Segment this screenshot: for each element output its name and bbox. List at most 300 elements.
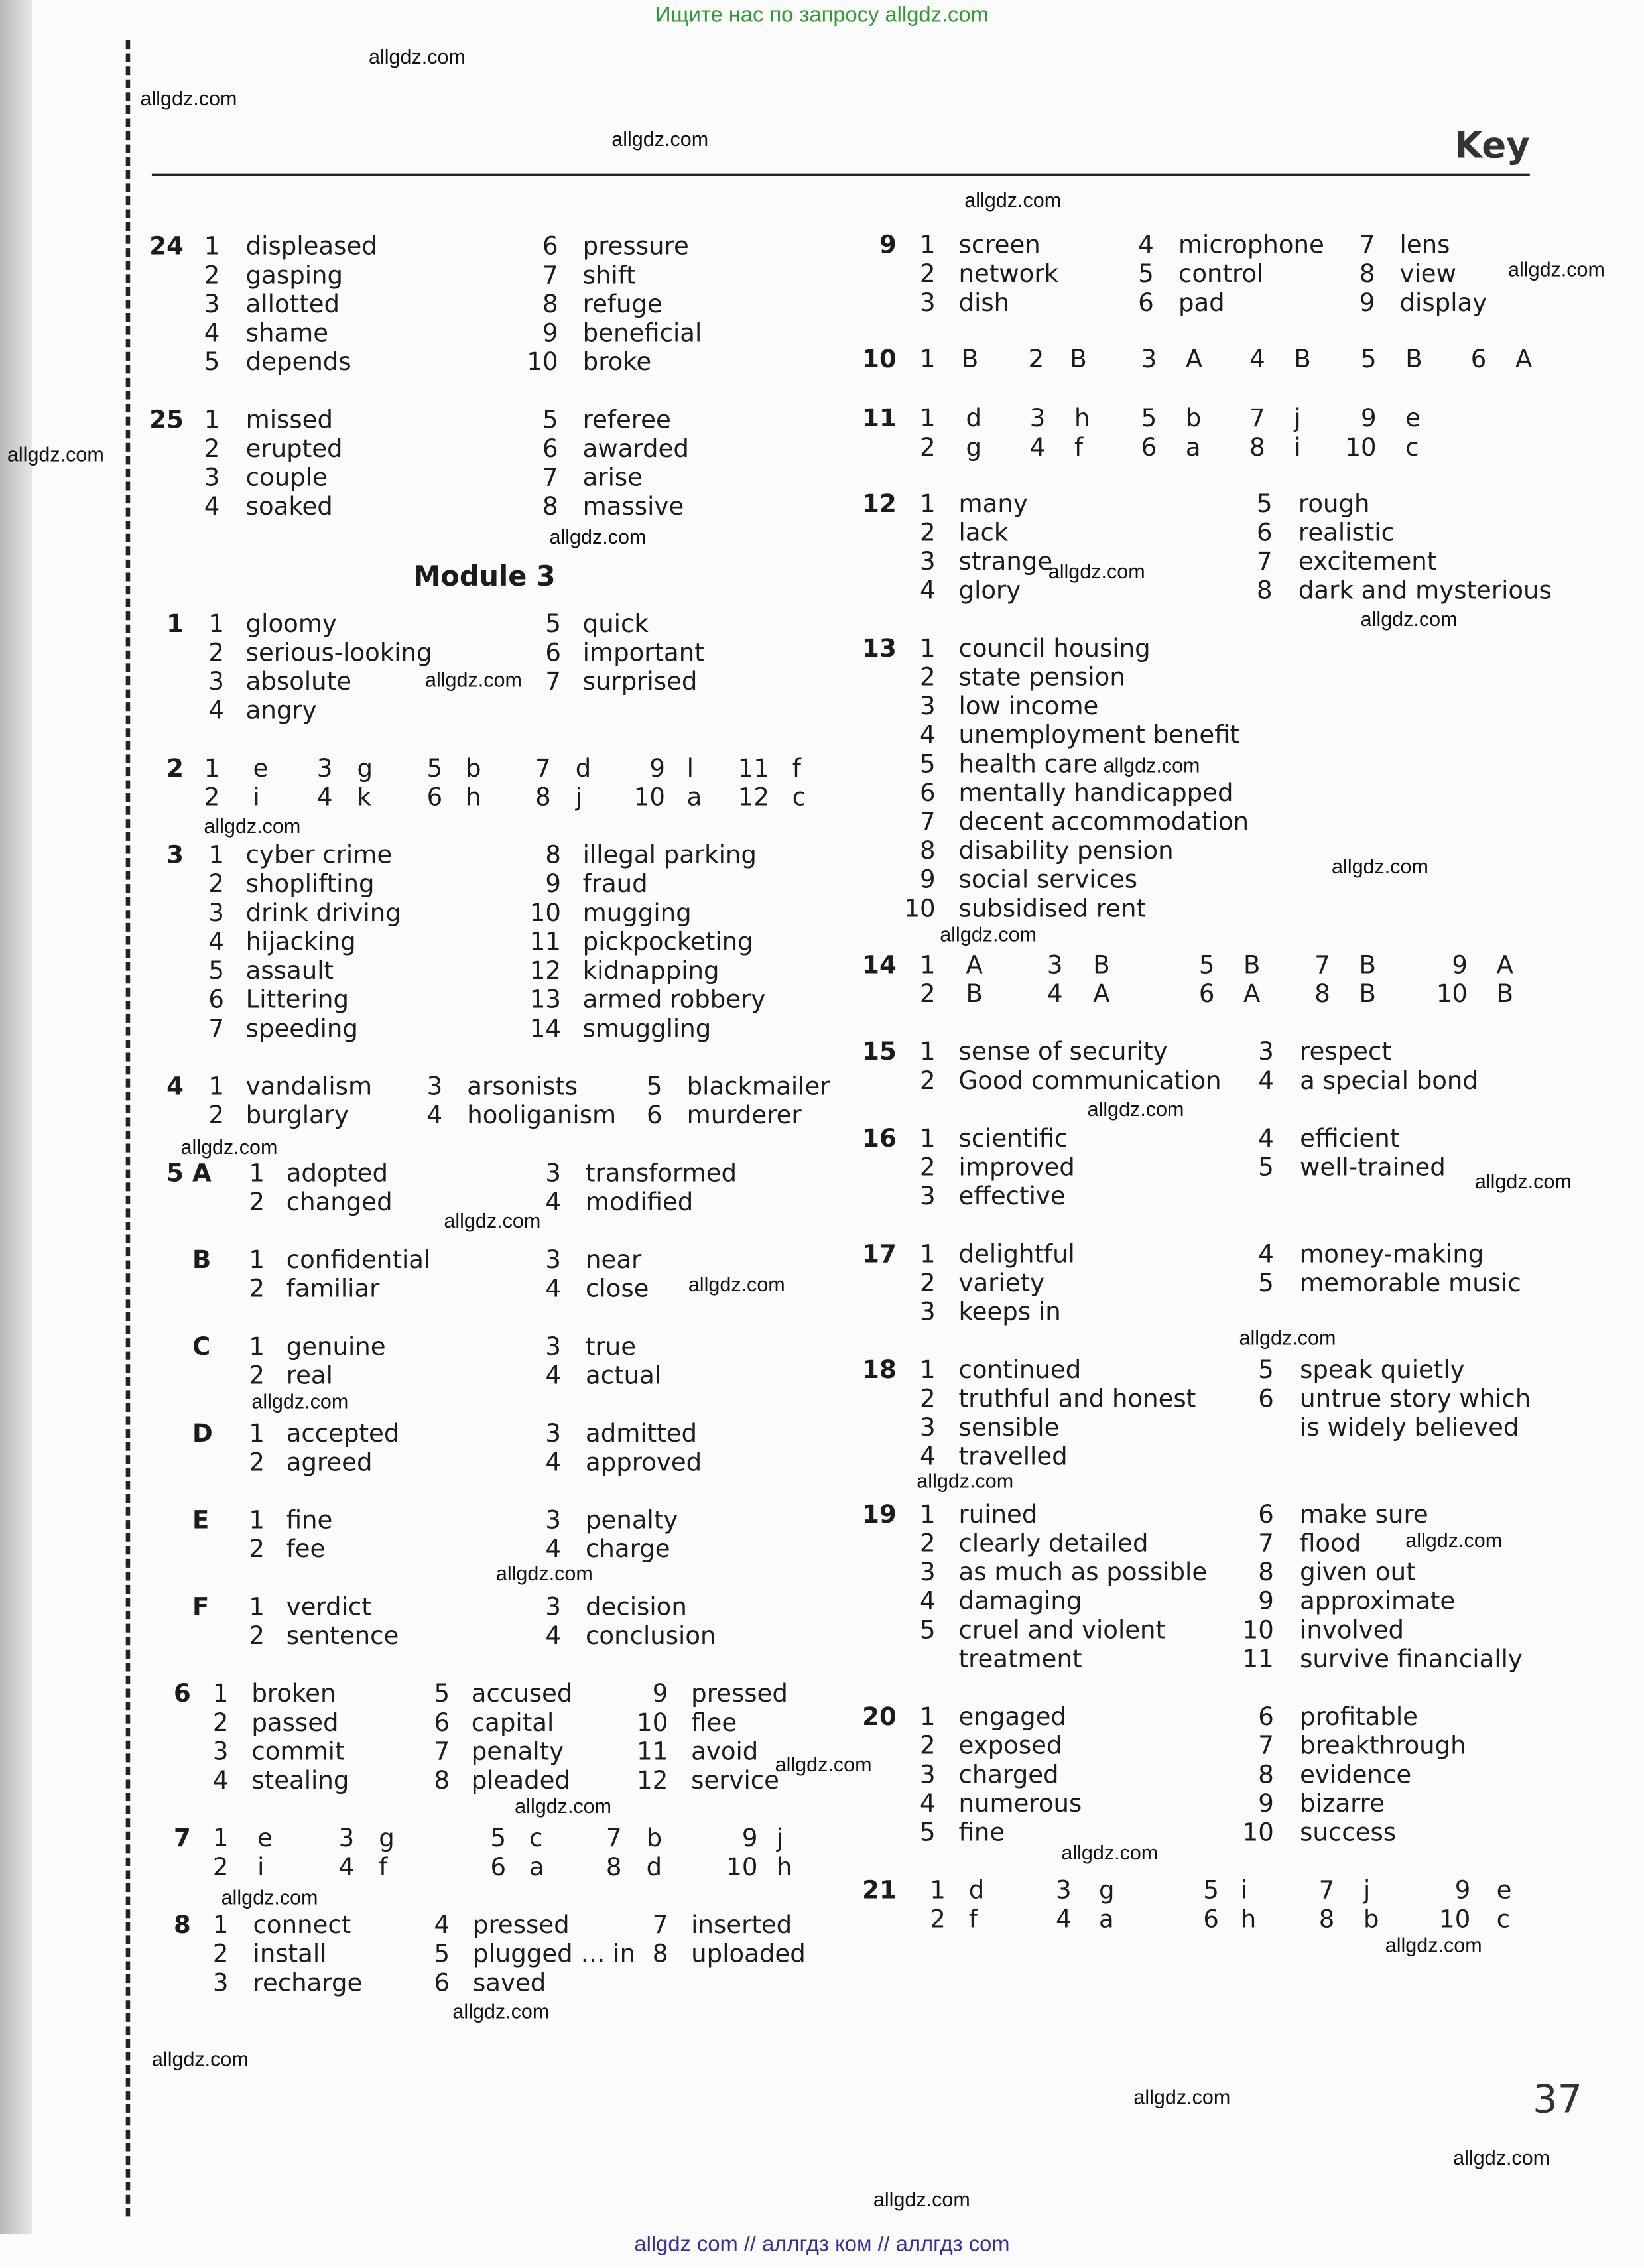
answer-item-number: 2: [249, 1535, 265, 1565]
watermark-text: allgdz.com: [180, 1135, 278, 1159]
answer-item-text: accused: [471, 1680, 573, 1710]
answer-item-number: 2: [920, 1153, 936, 1183]
exercise-number: 6: [173, 1680, 191, 1710]
answer-item-number: 3: [1055, 1877, 1072, 1906]
answer-item-number: 6: [1138, 289, 1154, 318]
answer-item-text: profitable: [1300, 1703, 1418, 1732]
footer-banner[interactable]: allgdz com // аллгдз ком // аллгдз com: [634, 2232, 1010, 2257]
exercise-number: 8: [173, 1911, 191, 1940]
answer-item-number: 3: [338, 1824, 355, 1854]
answer-item-number: 2: [249, 1448, 265, 1478]
answer-item-text: kidnapping: [582, 957, 720, 986]
answer-item-text: c: [1405, 434, 1419, 463]
answer-item-number: 2: [920, 1529, 936, 1559]
answer-item-number: 8: [1314, 980, 1330, 1009]
answer-item-text: lack: [958, 519, 1009, 548]
answer-item-text: drink driving: [245, 899, 401, 928]
answer-item-text: h: [776, 1854, 792, 1883]
answer-item-text: flee: [691, 1709, 737, 1738]
answer-item-number: 2: [208, 870, 224, 900]
answer-item-text: pickpocketing: [582, 928, 753, 958]
answer-item-text: e: [1496, 1877, 1512, 1906]
answer-item-text: transformed: [586, 1159, 737, 1189]
answer-item-number: 4: [316, 783, 333, 813]
answer-item-text: subsidised rent: [958, 895, 1146, 924]
answer-item-text: penalty: [586, 1506, 678, 1536]
answer-item-number: 5: [434, 1940, 450, 1970]
answer-item-text: broke: [582, 348, 652, 378]
answer-item-number: 5: [426, 755, 443, 784]
answer-item-number: 10: [1242, 1616, 1274, 1646]
answer-item-number: 1: [920, 231, 936, 261]
answer-item-text: g: [966, 434, 981, 463]
answer-item-text: verdict: [286, 1593, 371, 1623]
answer-item-text: network: [958, 260, 1059, 290]
exercise-number: 16: [862, 1125, 897, 1154]
answer-item-number: 9: [652, 1680, 668, 1710]
answer-item-number: 6: [426, 783, 443, 813]
answer-item-number: 6: [920, 779, 936, 808]
answer-item-text: referee: [582, 406, 671, 436]
answer-item-number: 9: [1454, 1877, 1471, 1906]
answer-item-number: 7: [920, 808, 936, 838]
watermark-text: allgdz.com: [1103, 753, 1200, 777]
page-number: 37: [1533, 2078, 1583, 2123]
answer-item-text: mugging: [582, 899, 692, 928]
answer-item-text: shoplifting: [245, 870, 375, 900]
answer-item-text: refuge: [582, 290, 663, 320]
answer-item-number: 2: [204, 435, 220, 464]
answer-item-text: rough: [1298, 490, 1370, 519]
watermark-text: allgdz.com: [221, 1885, 318, 1909]
answer-item-number: 6: [1258, 1501, 1274, 1530]
answer-item-text: approximate: [1300, 1587, 1456, 1617]
answer-item-number: 5: [542, 406, 558, 436]
answer-item-number: 3: [920, 1558, 936, 1588]
watermark-text: allgdz.com: [549, 525, 647, 548]
answer-item-number: 6: [1258, 1703, 1274, 1732]
answer-item-number: 8: [1258, 1558, 1274, 1588]
answer-item-number: 9: [545, 870, 561, 900]
answer-item-text: sense of security: [958, 1038, 1168, 1068]
answer-item-number: 7: [605, 1824, 622, 1854]
answer-item-number: 4: [434, 1911, 450, 1940]
answer-item-text: a: [1185, 434, 1201, 463]
answer-item-number: 2: [208, 639, 224, 668]
watermark-text: allgdz.com: [151, 2047, 249, 2071]
answer-item-number: 2: [920, 434, 936, 463]
answer-item-number: 10: [529, 899, 561, 928]
answer-item-number: 2: [920, 1067, 936, 1096]
answer-item-text: b: [646, 1824, 663, 1854]
answer-item-number: 3: [920, 548, 936, 577]
watermark-text: allgdz.com: [1239, 1326, 1336, 1350]
answer-item-text: h: [1240, 1905, 1257, 1935]
answer-item-text: evidence: [1300, 1761, 1412, 1791]
watermark-text: allgdz.com: [688, 1272, 785, 1296]
answer-item-text: changed: [286, 1188, 393, 1218]
watermark-text: allgdz.com: [251, 1389, 349, 1413]
answer-item-number: 5: [208, 957, 224, 986]
answer-item-text: surprised: [582, 668, 698, 697]
answer-item-number: 2: [920, 519, 936, 548]
answer-item-text: state pension: [958, 663, 1125, 693]
answer-item-text: continued: [958, 1356, 1082, 1385]
answer-item-text: hijacking: [245, 928, 356, 958]
answer-item-text: b: [1185, 405, 1202, 434]
answer-item-number: 9: [649, 755, 665, 784]
answer-item-number: 7: [542, 464, 558, 493]
watermark-text: allgdz.com: [140, 86, 237, 110]
answer-item-text: variety: [958, 1269, 1045, 1298]
answer-item-number: 7: [542, 261, 558, 291]
answer-item-text: absolute: [245, 668, 352, 697]
answer-item-text: saved: [472, 1969, 546, 1999]
answer-item-text: arsonists: [467, 1072, 578, 1102]
answer-item-number: 5: [1198, 951, 1215, 981]
answer-item-number: 3: [545, 1159, 561, 1189]
answer-item-text: admitted: [586, 1420, 698, 1449]
answer-item-text: low income: [958, 692, 1099, 722]
answer-item-text: well-trained: [1300, 1153, 1446, 1183]
answer-item-text: depends: [245, 348, 351, 378]
answer-item-text: j: [776, 1824, 784, 1854]
answer-item-number: 4: [545, 1361, 561, 1391]
answer-item-text: shame: [245, 319, 329, 349]
answer-item-text: massive: [582, 493, 684, 523]
answer-item-text: couple: [245, 464, 328, 493]
answer-item-text: strange: [958, 548, 1053, 577]
answer-item-number: 3: [545, 1593, 561, 1623]
answer-item-text: murderer: [686, 1102, 802, 1131]
answer-item-text: Good communication: [958, 1067, 1222, 1096]
answer-item-text: armed robbery: [582, 985, 766, 1015]
answer-item-number: 5: [646, 1072, 663, 1102]
exercise-number: 24: [149, 233, 184, 262]
answer-item-number: 4: [1249, 346, 1265, 375]
answer-item-text: a: [686, 783, 702, 813]
answer-item-number: 10: [726, 1854, 758, 1883]
answer-item-number: 2: [249, 1361, 265, 1391]
answer-item-number: 6: [434, 1969, 450, 1999]
answer-item-number: 5: [545, 610, 561, 639]
exercise-number: 12: [862, 490, 897, 519]
answer-item-text: success: [1300, 1818, 1397, 1848]
answer-item-text: e: [1405, 405, 1421, 434]
answer-item-text: adopted: [286, 1159, 389, 1189]
answer-item-number: 8: [1249, 434, 1265, 463]
answer-item-number: 3: [204, 290, 220, 320]
answer-item-number: 2: [204, 783, 220, 813]
answer-item-text: allotted: [245, 290, 340, 320]
answer-item-number: 2: [249, 1275, 265, 1304]
exercise-number: 9: [879, 231, 897, 261]
answer-item-text: A: [1515, 346, 1533, 375]
answer-item-number: 4: [208, 928, 224, 958]
answer-item-text: untrue story which is widely believed: [1300, 1385, 1531, 1443]
answer-item-number: 1: [204, 233, 220, 262]
answer-item-number: 11: [737, 755, 769, 784]
exercise-number: 25: [149, 406, 184, 436]
answer-item-text: genuine: [286, 1333, 386, 1362]
exercise-part-letter: E: [192, 1506, 210, 1536]
answer-item-text: realistic: [1298, 519, 1395, 548]
answer-item-text: pleaded: [471, 1767, 570, 1796]
answer-item-text: B: [961, 346, 979, 375]
answer-item-number: 14: [529, 1015, 561, 1044]
answer-item-number: 11: [637, 1737, 668, 1767]
answer-item-number: 1: [920, 635, 936, 664]
header-banner[interactable]: Ищите нас по запросу allgdz.com: [655, 3, 989, 28]
answer-item-number: 8: [535, 783, 551, 813]
answer-item-number: 8: [545, 841, 561, 871]
exercise-number: 15: [862, 1038, 897, 1068]
answer-item-text: memorable music: [1300, 1269, 1521, 1298]
answer-item-text: mentally handicapped: [958, 779, 1233, 808]
answer-item-text: view: [1399, 260, 1456, 290]
answer-item-number: 6: [1203, 1905, 1219, 1935]
answer-item-text: e: [257, 1824, 273, 1854]
answer-item-text: excitement: [1298, 548, 1437, 577]
answer-item-number: 1: [249, 1246, 265, 1276]
answer-item-number: 4: [545, 1448, 561, 1478]
answer-item-number: 5: [434, 1680, 450, 1710]
watermark-text: allgdz.com: [1048, 559, 1145, 583]
answer-item-text: sensible: [958, 1414, 1060, 1443]
answer-item-text: i: [257, 1854, 265, 1883]
answer-item-text: d: [646, 1854, 663, 1883]
answer-item-text: survive financially: [1300, 1645, 1523, 1674]
answer-item-text: gloomy: [245, 610, 337, 639]
answer-item-number: 8: [1258, 1761, 1274, 1791]
answer-item-text: uploaded: [691, 1940, 806, 1970]
answer-item-number: 2: [920, 1269, 936, 1298]
answer-item-text: quick: [582, 610, 649, 639]
answer-item-text: respect: [1300, 1038, 1391, 1068]
answer-item-number: 2: [212, 1854, 229, 1883]
answer-item-number: 3: [920, 1414, 936, 1443]
answer-item-text: d: [575, 755, 592, 784]
answer-item-number: 2: [920, 260, 936, 290]
answer-item-number: 3: [545, 1420, 561, 1449]
answer-item-number: 2: [930, 1905, 946, 1935]
answer-item-text: inserted: [691, 1911, 792, 1940]
answer-item-text: familiar: [286, 1275, 380, 1304]
answer-item-text: A: [1185, 346, 1203, 375]
answer-item-number: 6: [646, 1102, 663, 1131]
answer-item-number: 6: [542, 435, 558, 464]
answer-item-text: g: [357, 755, 373, 784]
answer-item-text: health care: [958, 750, 1098, 780]
answer-item-number: 7: [535, 755, 551, 784]
answer-item-number: 5: [920, 1818, 936, 1848]
answer-item-number: 3: [212, 1969, 229, 1999]
answer-item-number: 3: [208, 668, 224, 697]
answer-item-text: bizarre: [1300, 1790, 1385, 1819]
answer-item-number: 1: [249, 1593, 265, 1623]
answer-item-number: 5: [1257, 490, 1273, 519]
answer-item-text: unemployment benefit: [958, 721, 1240, 751]
answer-item-number: 9: [920, 865, 936, 895]
answer-item-text: A: [1093, 980, 1110, 1009]
answer-item-number: 6: [542, 233, 558, 262]
answer-item-text: A: [1496, 951, 1513, 981]
answer-item-text: engaged: [958, 1703, 1066, 1732]
answer-item-text: gasping: [245, 261, 344, 291]
answer-item-text: make sure: [1300, 1501, 1428, 1530]
watermark-text: allgdz.com: [1405, 1528, 1503, 1552]
answer-item-text: speeding: [245, 1015, 358, 1044]
answer-item-text: beneficial: [582, 319, 702, 349]
module-heading: Module 3: [413, 560, 556, 593]
answer-item-number: 12: [529, 957, 561, 986]
answer-item-number: 7: [1258, 1529, 1274, 1559]
answer-item-number: 9: [1258, 1790, 1274, 1819]
answer-item-number: 1: [212, 1680, 229, 1710]
exercise-part-letter: F: [192, 1593, 210, 1623]
answer-item-text: social services: [958, 865, 1138, 895]
answer-item-number: 10: [1436, 980, 1468, 1009]
watermark-text: allgdz.com: [1061, 1840, 1159, 1864]
answer-item-text: B: [1294, 346, 1311, 375]
answer-item-number: 8: [542, 493, 558, 523]
exercise-number: 10: [862, 346, 897, 375]
answer-item-number: 5: [1258, 1153, 1274, 1183]
answer-item-text: speak quietly: [1300, 1356, 1465, 1385]
answer-item-text: money-making: [1300, 1240, 1484, 1270]
answer-item-number: 9: [542, 319, 558, 349]
answer-item-number: 1: [920, 1703, 936, 1732]
answer-item-number: 10: [1439, 1905, 1471, 1935]
answer-item-text: glory: [958, 576, 1021, 606]
answer-item-text: g: [1099, 1877, 1115, 1906]
watermark-text: allgdz.com: [1508, 257, 1605, 281]
answer-item-number: 4: [920, 576, 936, 606]
answer-item-number: 5: [920, 1616, 936, 1646]
answer-item-number: 6: [1198, 980, 1215, 1009]
answer-item-number: 3: [545, 1506, 561, 1536]
answer-item-text: f: [1074, 434, 1084, 463]
answer-item-text: connect: [253, 1911, 351, 1940]
answer-item-number: 8: [1257, 576, 1273, 606]
answer-item-number: 8: [1318, 1905, 1335, 1935]
answer-item-number: 4: [1258, 1067, 1274, 1096]
answer-item-number: 1: [204, 755, 220, 784]
answer-item-text: modified: [586, 1188, 694, 1218]
watermark-text: allgdz.com: [515, 1794, 612, 1818]
answer-item-number: 4: [920, 1790, 936, 1819]
answer-item-number: 6: [490, 1854, 507, 1883]
answer-item-number: 2: [920, 663, 936, 693]
answer-item-text: i: [253, 783, 260, 813]
answer-item-number: 4: [920, 1587, 936, 1617]
answer-item-number: 10: [1242, 1818, 1274, 1848]
answer-item-number: 3: [204, 464, 220, 493]
answer-item-text: plugged … in: [472, 1940, 636, 1970]
answer-item-number: 12: [737, 783, 769, 813]
answer-item-text: ruined: [958, 1501, 1038, 1530]
answer-item-text: involved: [1300, 1616, 1405, 1646]
answer-item-text: pressure: [582, 233, 689, 262]
answer-item-text: soaked: [245, 493, 333, 523]
answer-item-number: 4: [1258, 1240, 1274, 1270]
answer-item-number: 2: [212, 1940, 229, 1970]
answer-item-number: 1: [920, 490, 936, 519]
exercise-number: 1: [166, 610, 184, 639]
answer-item-number: 1: [920, 1356, 936, 1385]
exercise-part-letter: A: [192, 1159, 212, 1189]
answer-item-text: charged: [958, 1761, 1059, 1791]
answer-item-text: control: [1178, 260, 1264, 290]
answer-item-text: pressed: [691, 1680, 788, 1710]
answer-item-number: 7: [1257, 548, 1273, 577]
exercise-number: 17: [862, 1240, 897, 1270]
answer-item-text: c: [792, 783, 806, 813]
answer-item-text: scientific: [958, 1125, 1068, 1154]
answer-item-text: decent accommodation: [958, 808, 1249, 838]
answer-item-text: c: [529, 1824, 543, 1854]
answer-item-number: 4: [545, 1188, 561, 1218]
answer-item-text: many: [958, 490, 1028, 519]
exercise-number: 3: [166, 841, 184, 871]
answer-item-number: 6: [1257, 519, 1273, 548]
answer-item-text: f: [968, 1905, 978, 1935]
answer-item-number: 1: [920, 951, 936, 981]
answer-item-text: i: [1294, 434, 1301, 463]
watermark-text: allgdz.com: [444, 1208, 541, 1232]
answer-item-number: 5: [1138, 260, 1154, 290]
answer-item-text: B: [966, 980, 983, 1009]
answer-item-number: 4: [1029, 434, 1046, 463]
answer-item-text: damaging: [958, 1587, 1082, 1617]
answer-item-number: 4: [1138, 231, 1154, 261]
answer-item-number: 4: [204, 493, 220, 523]
answer-item-text: improved: [958, 1153, 1075, 1183]
answer-item-text: recharge: [253, 1969, 363, 1999]
answer-item-text: blackmailer: [686, 1072, 830, 1102]
answer-item-text: serious-looking: [245, 639, 432, 668]
answer-item-text: displeased: [245, 233, 377, 262]
answer-item-text: b: [466, 755, 481, 784]
answer-item-number: 3: [545, 1333, 561, 1362]
exercise-number: 11: [862, 405, 897, 434]
answer-item-number: 4: [204, 319, 220, 349]
answer-item-text: h: [466, 783, 481, 813]
exercise-number: 13: [862, 635, 897, 664]
answer-item-number: 1: [920, 1125, 936, 1154]
answer-item-number: 7: [208, 1015, 224, 1044]
answer-item-text: service: [691, 1767, 779, 1796]
exercise-part-letter: B: [192, 1246, 212, 1276]
answer-item-number: 5: [1258, 1269, 1274, 1298]
answer-item-number: 4: [212, 1767, 229, 1796]
answer-item-text: exposed: [958, 1732, 1062, 1761]
answer-item-number: 8: [920, 837, 936, 866]
answer-item-number: 2: [212, 1709, 229, 1738]
answer-item-text: true: [586, 1333, 637, 1362]
watermark-text: allgdz.com: [425, 668, 522, 692]
answer-item-text: e: [253, 755, 269, 784]
exercise-number: 21: [862, 1877, 897, 1906]
answer-item-text: B: [1496, 980, 1514, 1009]
answer-item-text: a: [1099, 1905, 1114, 1935]
answer-item-text: B: [1243, 951, 1261, 981]
answer-item-number: 12: [637, 1767, 668, 1796]
answer-item-text: dish: [958, 289, 1010, 318]
exercise-number: 20: [862, 1703, 897, 1732]
answer-item-text: real: [286, 1361, 333, 1391]
exercise-part-letter: C: [192, 1333, 211, 1362]
